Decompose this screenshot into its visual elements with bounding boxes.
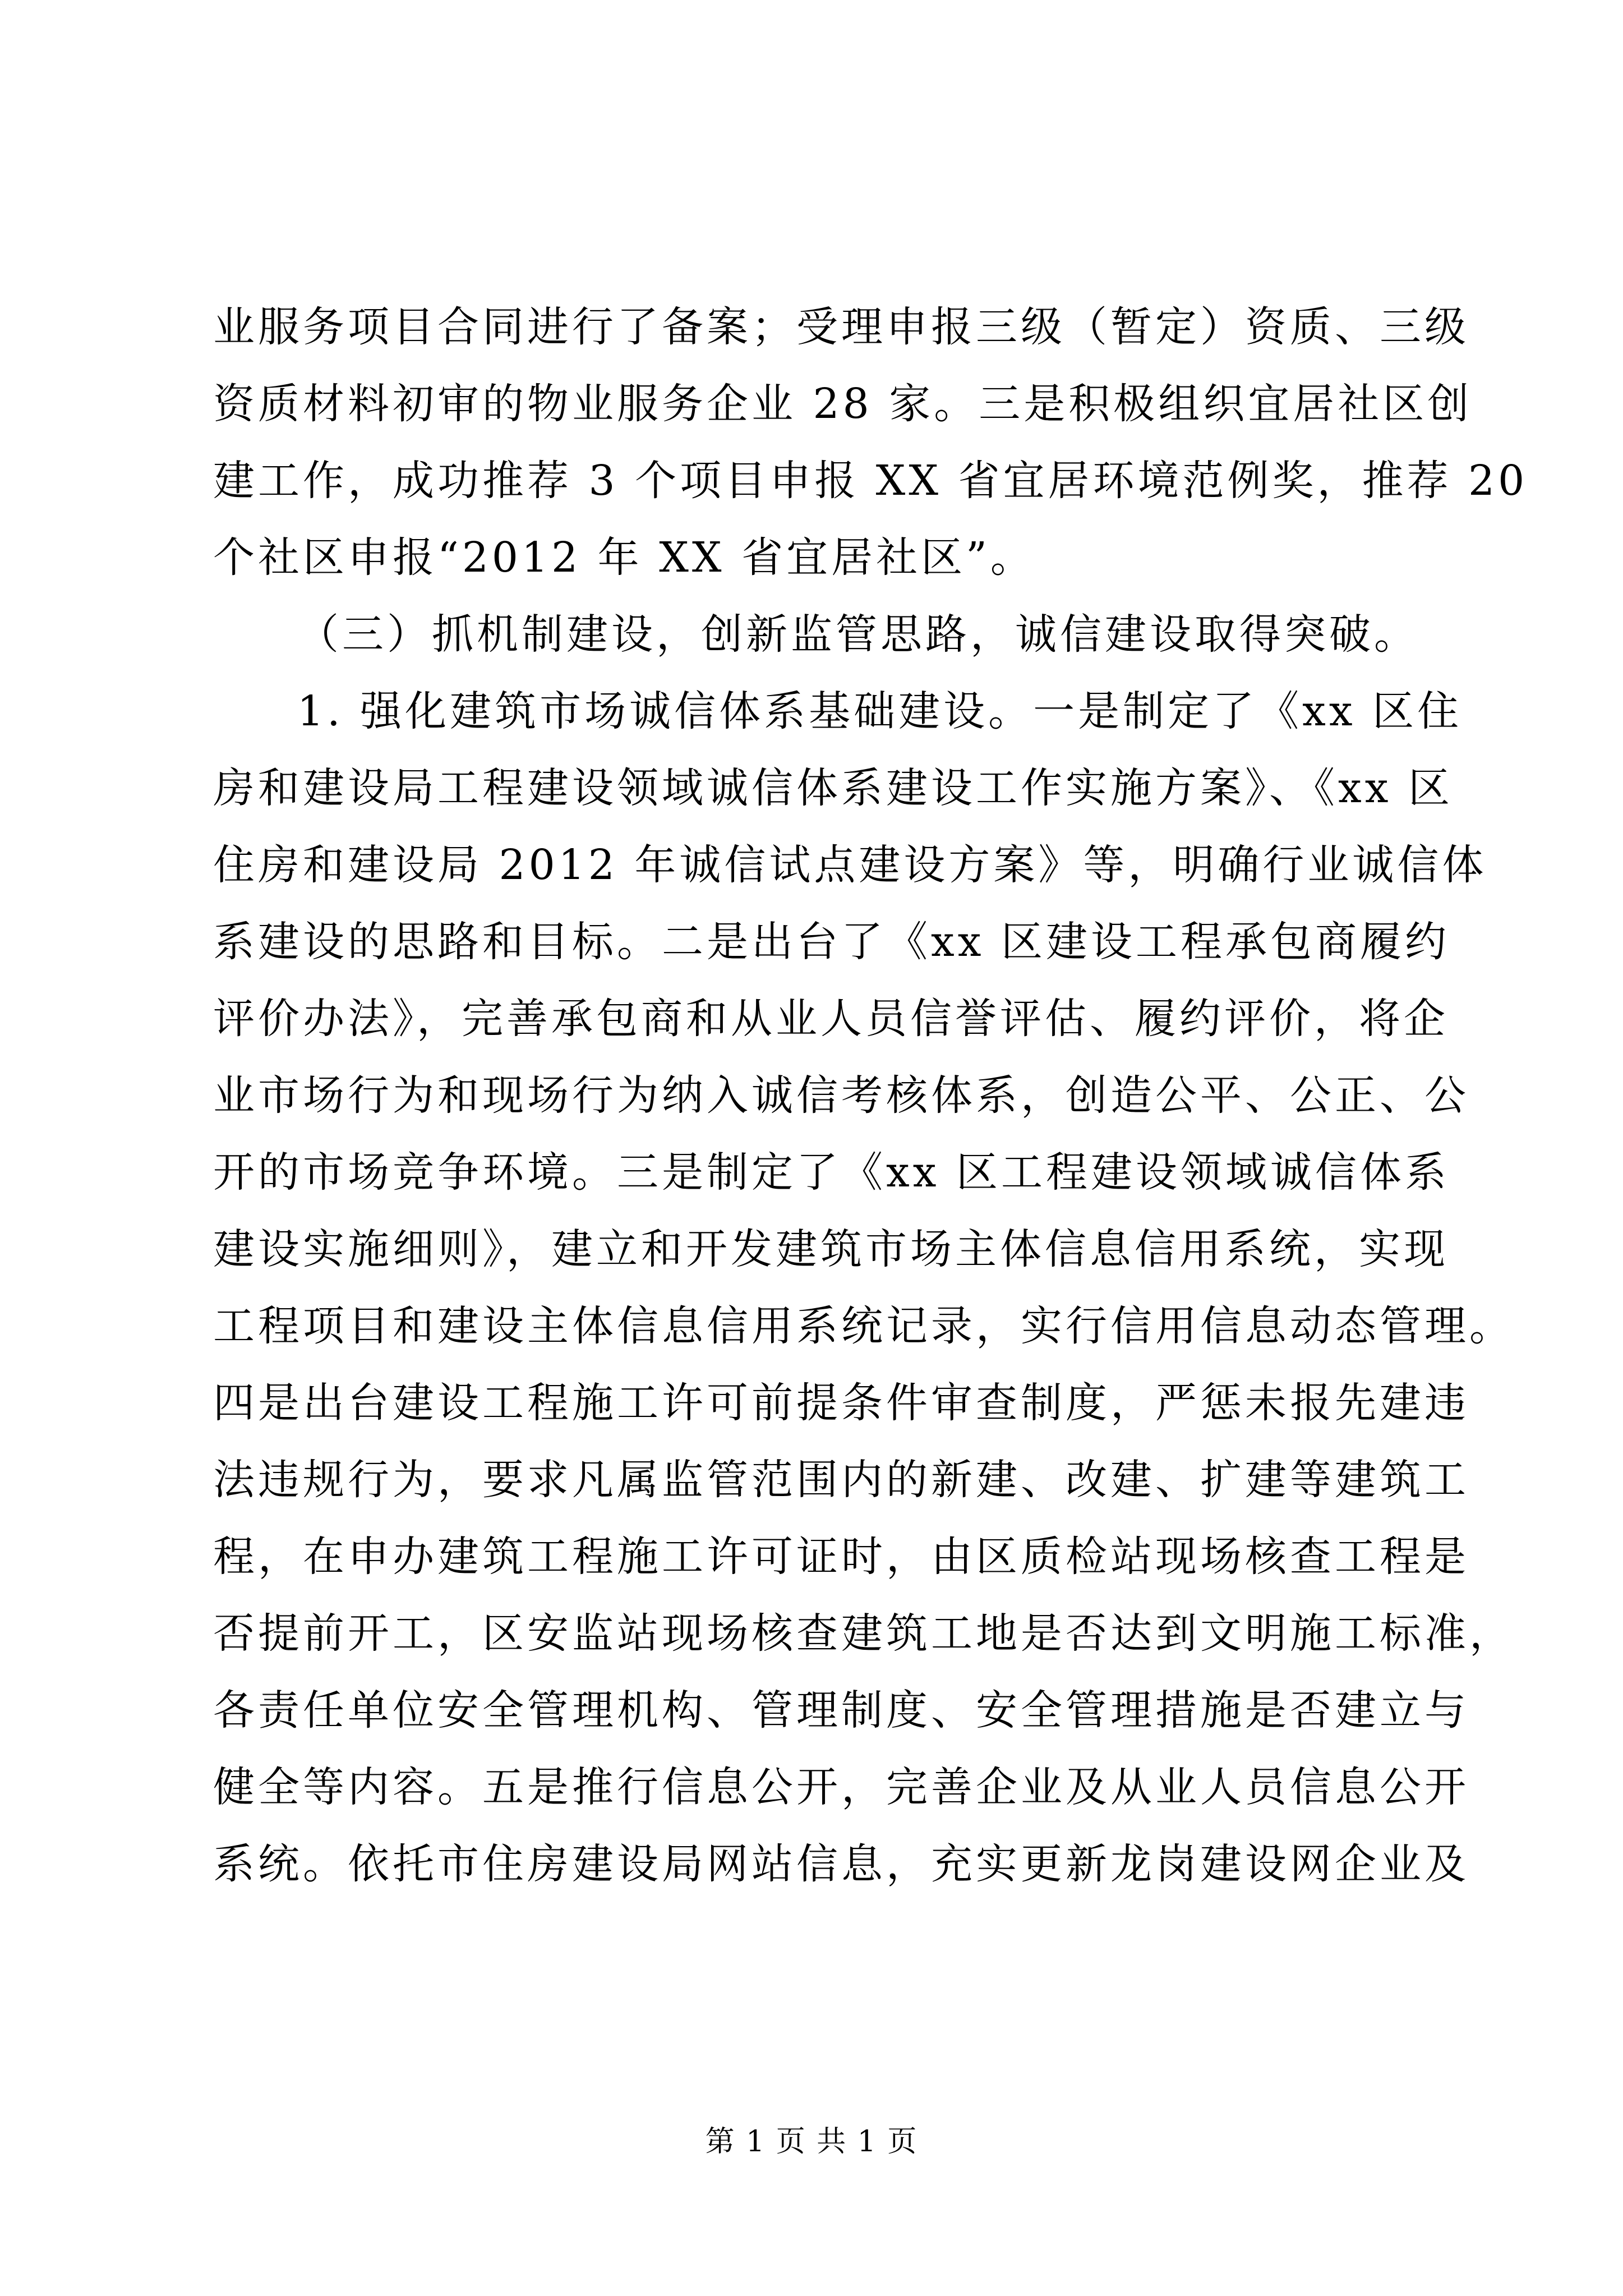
text-line-7: 房和建设局工程建设领域诚信体系建设工作实施方案》、《xx 区 [213, 764, 1453, 812]
text-line-21: 系统。依托市住房建设局网站信息，充实更新龙岗建设网企业及 [213, 1840, 1469, 1888]
text-line-20: 健全等内容。五是推行信息公开，完善企业及从业人员信息公开 [213, 1763, 1469, 1811]
text-line-6: 1. 强化建筑市场诚信体系基础建设。一是制定了《xx 区住 [297, 687, 1463, 735]
text-line-3: 建工作，成功推荐 3 个项目申报 XX 省宜居环境范例奖，推荐 20 [213, 457, 1528, 505]
text-line-16: 法违规行为，要求凡属监管范围内的新建、改建、扩建等建筑工 [213, 1456, 1469, 1504]
text-line-15: 四是出台建设工程施工许可前提条件审查制度，严惩未报先建违 [213, 1379, 1469, 1427]
text-line-18: 否提前开工，区安监站现场核查建筑工地是否达到文明施工标准， [213, 1609, 1514, 1658]
text-line-4: 个社区申报“2012 年 XX 省宜居社区”。 [213, 533, 1035, 582]
text-line-9: 系建设的思路和目标。二是出台了《xx 区建设工程承包商履约 [213, 918, 1450, 966]
text-line-11: 业市场行为和现场行为纳入诚信考核体系，创造公平、公正、公 [213, 1071, 1469, 1120]
text-line-12: 开的市场竞争环境。三是制定了《xx 区工程建设领域诚信体系 [213, 1148, 1450, 1197]
text-line-2: 资质材料初审的物业服务企业 28 家。三是积极组织宜居社区创 [213, 380, 1473, 428]
section-heading: （三）抓机制建设，创新监管思路，诚信建设取得突破。 [297, 610, 1419, 659]
text-line-10: 评价办法》，完善承包商和从业人员信誉评估、履约评价，将企 [213, 995, 1449, 1043]
text-line-14: 工程项目和建设主体信息信用系统记录，实行信用信息动态管理。 [213, 1302, 1514, 1350]
page-footer: 第 1 页 共 1 页 [705, 2125, 918, 2159]
document-body [213, 289, 1528, 1903]
text-line-8: 住房和建设局 2012 年诚信试点建设方案》等，明确行业诚信体 [213, 841, 1487, 889]
text-line-1: 业服务项目合同进行了备案；受理申报三级（暂定）资质、三级 [213, 303, 1469, 351]
text-line-19: 各责任单位安全管理机构、管理制度、安全管理措施是否建立与 [213, 1686, 1469, 1734]
text-line-17: 程，在申办建筑工程施工许可证时，由区质检站现场核查工程是 [213, 1533, 1469, 1581]
text-line-13: 建设实施细则》，建立和开发建筑市场主体信息信用系统，实现 [213, 1225, 1449, 1273]
